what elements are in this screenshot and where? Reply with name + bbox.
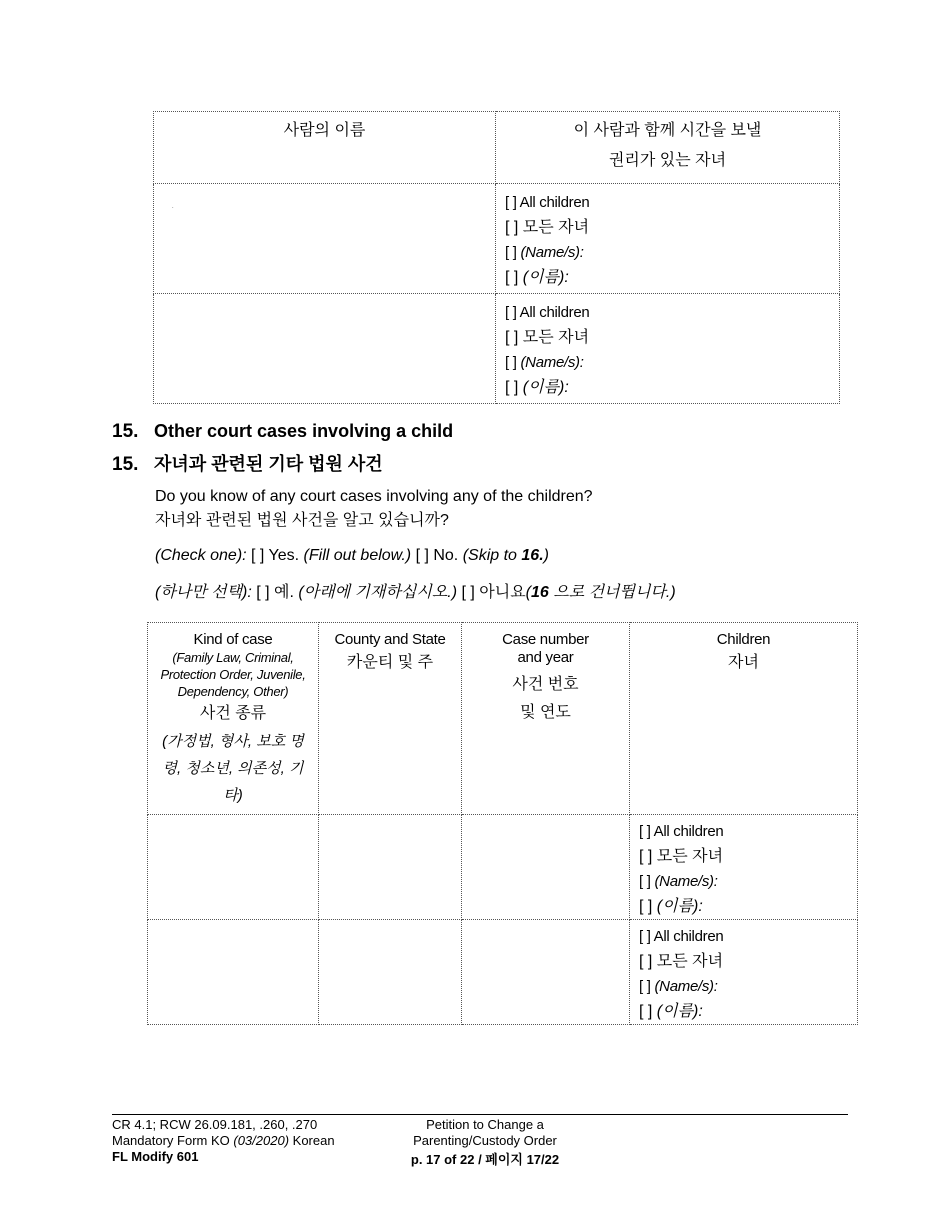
section-title-ko: 자녀과 관련된 기타 법원 사건 xyxy=(154,454,383,474)
kind-subtitle: (Family Law, Criminal, Protection Order, Juvenile, Dependency, Other) xyxy=(160,650,306,699)
footer-doc-title-1: Petition to Change a xyxy=(426,1117,544,1132)
section-title-en: Other court cases involving a child xyxy=(154,421,454,441)
county-title-ko: 카운티 및 주 xyxy=(346,654,434,671)
skip-text: (Skip to xyxy=(462,547,522,564)
kind-of-case-field[interactable] xyxy=(148,815,319,920)
form-date: (03/2020) xyxy=(233,1133,290,1148)
page-number: p. 17 of 22 / 페이지 17/22 xyxy=(410,1152,560,1167)
case-title-ko-line1: 사건 번호 xyxy=(512,676,579,693)
case-number-field[interactable] xyxy=(462,815,630,920)
footer-doc-title-2: Parenting/Custody Order xyxy=(413,1133,557,1148)
check-one-en xyxy=(155,547,549,565)
check-lead-ko: (하나만 선택): xyxy=(155,584,252,601)
names-label: (Name/s): xyxy=(654,873,718,890)
footer-form-id: FL Modify 601 xyxy=(112,1149,199,1164)
skip-text-ko: 으로 건너뜁니다.) xyxy=(548,584,676,601)
skip-number-ko: 16 xyxy=(531,584,549,601)
named-children-checkbox-ko[interactable] xyxy=(505,265,839,290)
all-children-checkbox-ko[interactable]: [ ] 모든 자녀 xyxy=(639,953,724,970)
all-children-checkbox-ko[interactable]: [ ] 모든 자녀 xyxy=(505,329,590,346)
kind-of-case-field[interactable] xyxy=(148,920,319,1025)
table1-col2-header-line2: 권리가 있는 자녀 xyxy=(608,152,727,169)
no-checkbox[interactable]: [ ] No. xyxy=(411,547,463,564)
names-label: (Name/s): xyxy=(654,978,718,995)
children-options-cell xyxy=(496,184,840,294)
named-children-checkbox-ko[interactable] xyxy=(505,375,839,400)
person-name-field[interactable] xyxy=(154,294,496,404)
footer-divider xyxy=(112,1114,848,1115)
names-label: (Name/s): xyxy=(520,244,584,261)
table-row xyxy=(154,184,840,294)
section-number: 15. xyxy=(112,454,139,475)
section-heading-en xyxy=(112,421,453,443)
table-row xyxy=(148,815,858,920)
table1-header-name xyxy=(154,112,496,184)
checkbox-bracket: [ ] xyxy=(639,1003,657,1020)
children-time-table xyxy=(153,111,840,404)
kind-title-ko: 사건 종류 xyxy=(199,705,267,722)
checkbox-bracket: [ ] xyxy=(639,898,657,915)
footer-left xyxy=(112,1117,335,1165)
children-options-cell xyxy=(630,815,858,920)
checkbox-bracket: [ ] xyxy=(505,379,523,396)
children-title: Children xyxy=(716,631,771,648)
all-children-checkbox[interactable]: [ ] All children xyxy=(639,928,724,945)
court-cases-table xyxy=(147,622,858,1025)
table1-col1-header: 사람의 이름 xyxy=(283,122,366,139)
checkbox-bracket: [ ] xyxy=(639,978,655,995)
named-children-checkbox[interactable] xyxy=(639,869,857,894)
named-children-checkbox-ko[interactable] xyxy=(639,999,857,1024)
yes-checkbox-ko[interactable]: [ ] 예. xyxy=(251,584,299,601)
named-children-checkbox-ko[interactable] xyxy=(639,894,857,919)
names-label-ko: (이름): xyxy=(656,898,703,915)
all-children-checkbox-ko[interactable]: [ ] 모든 자녀 xyxy=(639,848,724,865)
names-label-ko: (이름): xyxy=(656,1003,703,1020)
named-children-checkbox[interactable] xyxy=(639,974,857,999)
skip-end: ) xyxy=(543,547,549,564)
check-lead: (Check one): xyxy=(155,547,247,564)
footer-form-info xyxy=(112,1133,335,1149)
county-state-field[interactable] xyxy=(319,920,462,1025)
children-options-cell xyxy=(630,920,858,1025)
checkbox-bracket: [ ] xyxy=(505,354,521,371)
named-children-checkbox[interactable] xyxy=(505,240,839,265)
fill-note: (Fill out below.) xyxy=(303,547,412,564)
no-checkbox-ko[interactable]: [ ] 아니요 xyxy=(457,584,526,601)
form-label: Mandatory Form KO xyxy=(112,1133,234,1148)
table-row xyxy=(154,294,840,404)
fill-note-ko: (아래에 기재하십시오.) xyxy=(298,584,458,601)
kind-subtitle-ko: (가정법, 형사, 보호 명령, 청소년, 의존성, 기타) xyxy=(162,733,304,804)
all-children-checkbox[interactable]: [ ] All children xyxy=(505,194,590,211)
dot-mark: · xyxy=(172,205,174,211)
county-title: County and State xyxy=(334,631,446,648)
table1-col2-header-line1: 이 사람과 함께 시간을 보낼 xyxy=(573,122,762,139)
names-label-ko: (이름): xyxy=(522,269,569,286)
table-row xyxy=(148,920,858,1025)
skip-number: 16. xyxy=(521,547,544,564)
case-number-field[interactable] xyxy=(462,920,630,1025)
header-kind-of-case xyxy=(148,623,319,815)
question-en: Do you know of any court cases involving any of the children? xyxy=(155,488,593,505)
skip-open: ( xyxy=(525,584,531,601)
case-title-ko-line2: 및 연도 xyxy=(520,704,571,721)
person-name-field[interactable] xyxy=(154,184,496,294)
kind-title: Kind of case xyxy=(193,631,273,648)
header-children xyxy=(630,623,858,815)
section-number: 15. xyxy=(112,421,139,442)
yes-checkbox[interactable]: [ ] Yes. xyxy=(246,547,304,564)
county-state-field[interactable] xyxy=(319,815,462,920)
names-label-ko: (이름): xyxy=(522,379,569,396)
all-children-checkbox[interactable]: [ ] All children xyxy=(639,823,724,840)
check-one-ko xyxy=(155,579,676,602)
header-county-state xyxy=(319,623,462,815)
named-children-checkbox[interactable] xyxy=(505,350,839,375)
form-language: Korean xyxy=(289,1133,335,1148)
all-children-checkbox[interactable]: [ ] All children xyxy=(505,304,590,321)
children-options-cell xyxy=(496,294,840,404)
case-title: Case number and year xyxy=(502,631,589,666)
names-label: (Name/s): xyxy=(520,354,584,371)
children-title-ko: 자녀 xyxy=(728,654,759,671)
footer-rule-citation: CR 4.1; RCW 26.09.181, .260, .270 xyxy=(112,1117,318,1132)
checkbox-bracket: [ ] xyxy=(505,244,521,261)
all-children-checkbox-ko[interactable]: [ ] 모든 자녀 xyxy=(505,219,590,236)
table1-header-children xyxy=(496,112,840,184)
skip-note xyxy=(463,547,549,564)
checkbox-bracket: [ ] xyxy=(639,873,655,890)
header-case-number xyxy=(462,623,630,815)
question-ko: 자녀와 관련된 법원 사건을 알고 있습니까? xyxy=(155,512,449,529)
skip-note-ko xyxy=(526,584,676,601)
section-heading-ko xyxy=(112,450,383,476)
footer-center xyxy=(380,1117,590,1168)
checkbox-bracket: [ ] xyxy=(505,269,523,286)
